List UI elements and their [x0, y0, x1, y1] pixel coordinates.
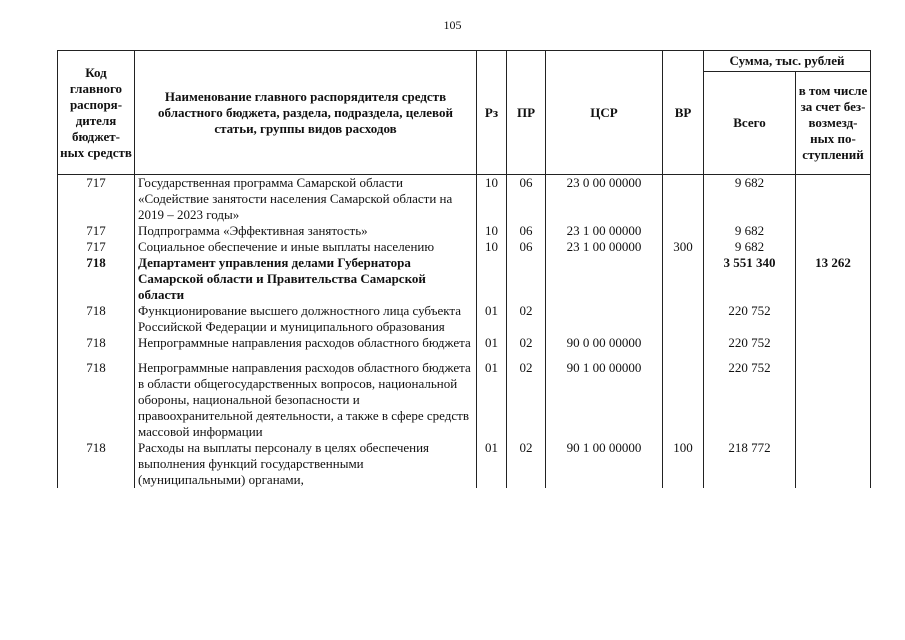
cell-pr: 02 [507, 335, 546, 351]
cell-total: 9 682 [704, 239, 796, 255]
cell-code: 717 [58, 239, 135, 255]
header-csr: ЦСР [546, 51, 663, 175]
cell-code: 717 [58, 223, 135, 239]
cell-name: Социальное обеспечение и иные выплаты населению [135, 239, 477, 255]
cell-name: Непрограммные направления расходов областного бюджета в области общегосударственных вопросов, национальной обороны, национальной безопасности и правоохранительной деятельности, а также в сфере средств массовой информации [135, 351, 477, 440]
cell-vr [663, 223, 704, 239]
cell-rz: 01 [477, 351, 507, 440]
cell-vr [663, 255, 704, 303]
cell-csr: 23 1 00 00000 [546, 239, 663, 255]
cell-rz: 01 [477, 335, 507, 351]
cell-total: 9 682 [704, 175, 796, 224]
budget-table [57, 50, 871, 488]
cell-vr: 100 [663, 440, 704, 488]
cell-gratuitous [796, 239, 871, 255]
header-rz: Рз [477, 51, 507, 175]
cell-gratuitous [796, 335, 871, 351]
header-row-1 [58, 51, 871, 72]
cell-rz: 01 [477, 303, 507, 335]
cell-vr [663, 335, 704, 351]
table-row [58, 303, 871, 335]
table-row [58, 175, 871, 224]
cell-rz: 10 [477, 239, 507, 255]
cell-code: 718 [58, 335, 135, 351]
table-row-department [58, 255, 871, 303]
cell-code: 717 [58, 175, 135, 224]
cell-code: 718 [58, 440, 135, 488]
cell-pr: 02 [507, 440, 546, 488]
header-gratuitous: в том числе за счет без-возмезд-ных по-ступлений [796, 72, 871, 175]
table-row [58, 440, 871, 488]
cell-csr [546, 255, 663, 303]
cell-pr [507, 255, 546, 303]
cell-csr: 90 1 00 00000 [546, 440, 663, 488]
header-pr: ПР [507, 51, 546, 175]
header-vr: ВР [663, 51, 704, 175]
table-row [58, 239, 871, 255]
header-total: Всего [704, 72, 796, 175]
cell-code: 718 [58, 303, 135, 335]
page-number: 105 [443, 18, 462, 32]
cell-total: 220 752 [704, 351, 796, 440]
cell-vr [663, 303, 704, 335]
cell-vr: 300 [663, 239, 704, 255]
cell-name: Функционирование высшего должностного лица субъекта Российской Федерации и муниципального образования [135, 303, 477, 335]
cell-total: 9 682 [704, 223, 796, 239]
cell-pr: 06 [507, 223, 546, 239]
cell-pr: 02 [507, 351, 546, 440]
header-code: Код главного распоря-дителя бюджет-ных средств [58, 51, 135, 175]
header-name: Наименование главного распорядителя средств областного бюджета, раздела, подраздела, целевой статьи, группы видов расходов [135, 51, 477, 175]
cell-gratuitous: 13 262 [796, 255, 871, 303]
cell-name: Непрограммные направления расходов областного бюджета [135, 335, 477, 351]
cell-rz: 10 [477, 223, 507, 239]
cell-csr: 90 0 00 00000 [546, 335, 663, 351]
cell-csr: 23 0 00 00000 [546, 175, 663, 224]
cell-name: Расходы на выплаты персоналу в целях обеспечения выполнения функций государственными (муниципальными) органами, [135, 440, 477, 488]
cell-name: Подпрограмма «Эффективная занятость» [135, 223, 477, 239]
cell-gratuitous [796, 303, 871, 335]
cell-total: 220 752 [704, 303, 796, 335]
cell-total: 220 752 [704, 335, 796, 351]
cell-total: 218 772 [704, 440, 796, 488]
cell-code: 718 [58, 351, 135, 440]
cell-vr [663, 351, 704, 440]
cell-pr: 06 [507, 175, 546, 224]
cell-rz: 01 [477, 440, 507, 488]
cell-name: Департамент управления делами Губернатора Самарской области и Правительства Самарской области [135, 255, 477, 303]
cell-csr: 90 1 00 00000 [546, 351, 663, 440]
cell-csr [546, 303, 663, 335]
cell-gratuitous [796, 351, 871, 440]
cell-gratuitous [796, 223, 871, 239]
table-row [58, 335, 871, 351]
cell-gratuitous [796, 440, 871, 488]
cell-gratuitous [796, 175, 871, 224]
cell-pr: 06 [507, 239, 546, 255]
header-sum-group: Сумма, тыс. рублей [704, 51, 871, 72]
cell-csr: 23 1 00 00000 [546, 223, 663, 239]
cell-rz: 10 [477, 175, 507, 224]
table-row [58, 223, 871, 239]
cell-name: Государственная программа Самарской области «Содействие занятости населения Самарской области на 2019 – 2023 годы» [135, 175, 477, 224]
cell-pr: 02 [507, 303, 546, 335]
cell-total: 3 551 340 [704, 255, 796, 303]
cell-code: 718 [58, 255, 135, 303]
cell-vr [663, 175, 704, 224]
cell-rz [477, 255, 507, 303]
table-row [58, 351, 871, 440]
